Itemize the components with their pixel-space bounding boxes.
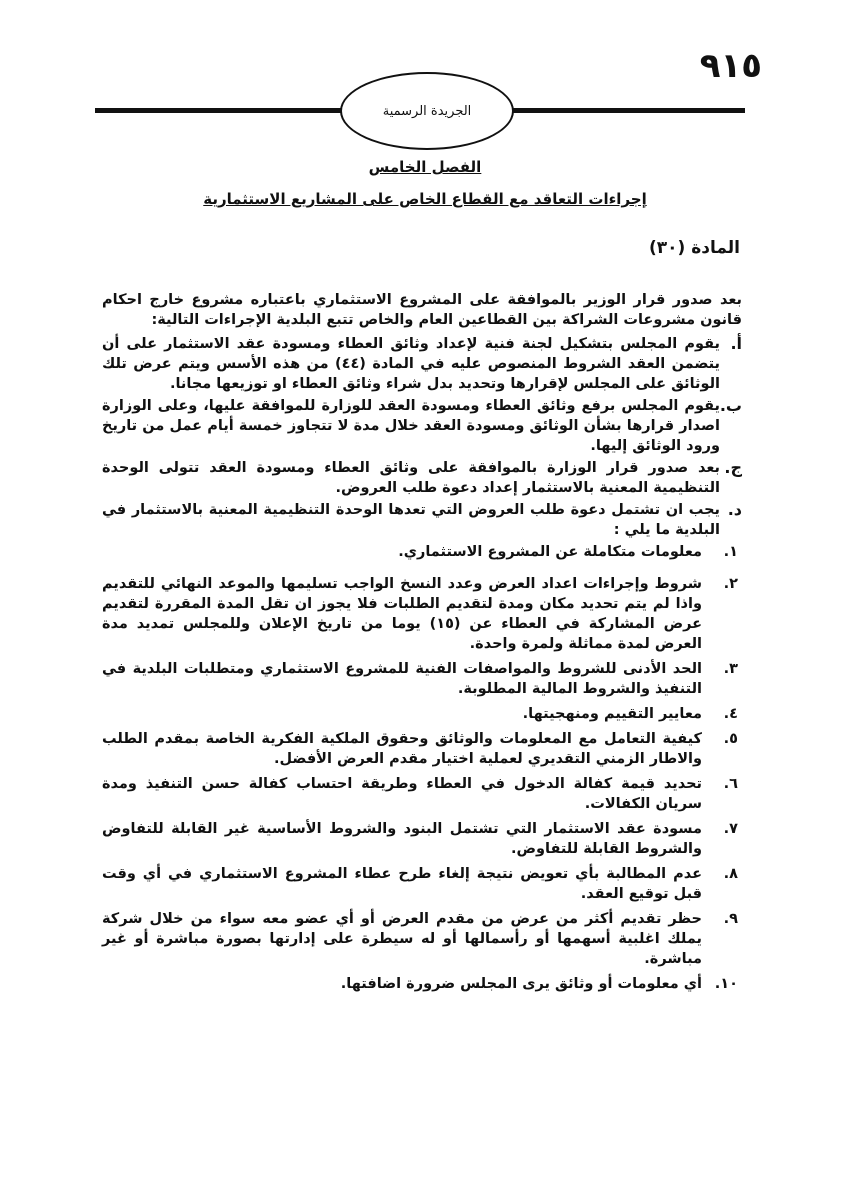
list-item-number: ٣.: [723, 661, 738, 677]
requirements-list: [102, 542, 742, 994]
list-item: [102, 774, 742, 814]
clause-label: أ.: [730, 334, 742, 353]
list-item: [102, 704, 742, 724]
list-item-text: تحديد قيمة كفالة الدخول في العطاء وطريقة احتساب كفالة حسن التنفيذ ومدة سريان الكفالات.: [102, 776, 702, 812]
page-number: ٩١٥: [699, 46, 762, 86]
list-item-number: ٩.: [723, 911, 738, 927]
chapter-title: الفصل الخامس: [368, 158, 482, 176]
list-item: [102, 542, 742, 562]
list-item-number: ١.: [723, 544, 738, 560]
list-item-text: الحد الأدنى للشروط والمواصفات الفنية للمشروع الاستثماري ومتطلبات البلدية في التنفيذ والشروط المالية المطلوبة.: [102, 661, 702, 697]
list-item: [102, 974, 742, 994]
clause-text: بعد صدور قرار الوزارة بالموافقة على وثائق العطاء ومسودة العقد تتولى الوحدة التنظيمية المعنية بالاستثمار إعداد دعوة طلب العروض.: [102, 460, 720, 496]
list-item-text: عدم المطالبة بأي تعويض نتيجة إلغاء طرح عطاء المشروع الاستثماري في أي وقت قبل توقيع العقد.: [102, 866, 702, 902]
list-item-number: ٦.: [723, 776, 738, 792]
article-body: [102, 290, 742, 999]
gazette-emblem: [340, 72, 514, 150]
list-item-text: معايير التقييم ومنهجيتها.: [522, 706, 702, 722]
chapter-subtitle: إجراءات التعاقد مع القطاع الخاص على المشاريع الاستثمارية: [203, 190, 647, 208]
list-item-text: شروط وإجراءات اعداد العرض وعدد النسخ الواجب تسليمها والموعد النهائي للتقديم واذا لم يتم تحديد مكان ومدة لتقديم الطلبات فلا يجوز ان تقل المدة المقررة لتقديم عرض المشاركة في العطاء عن (١٥) يوما من تاريخ الإعلان وللمجلس تمديد مدة العرض لمدة مماثلة ولمرة واحدة.: [102, 576, 703, 652]
clause-text: يقوم المجلس بتشكيل لجنة فنية لإعداد وثائق العطاء ومسودة عقد الاستثمار على أن يتضمن العقد الشروط المنصوص عليه في المادة (٤٤) من هذه الأسس ويتم عرض تلك الوثائق على المجلس لإقرارها وتحديد بدل شراء وثائق العطاء او توزيعها مجانا.: [102, 336, 721, 392]
list-item-number: ٥.: [723, 731, 738, 747]
article-heading: المادة (٣٠): [649, 238, 740, 258]
list-item-text: معلومات متكاملة عن المشروع الاستثماري.: [398, 544, 702, 560]
list-item-text: حظر تقديم أكثر من عرض من مقدم العرض أو أي عضو معه سواء من خلال شركة يملك اغلبية أسهمها أو رأسمالها أو له سيطرة على إدارتها بصورة مباشرة أو غير مباشرة.: [102, 911, 702, 967]
clause-text: يقوم المجلس برفع وثائق العطاء ومسودة العقد للوزارة للموافقة عليها، وعلى الوزارة اصدار قرارها بشأن الوثائق ومسودة العقد خلال مدة لا تتجاوز خمسة أيام عمل من تاريخ ورود الوثائق إليها.: [102, 398, 720, 454]
clause-label: ب.: [719, 396, 742, 415]
list-item: [102, 909, 742, 969]
list-item-text: مسودة عقد الاستثمار التي تشتمل البنود والشروط الأساسية غير القابلة للتفاوض والشروط القابلة للتفاوض.: [102, 821, 702, 857]
article-intro: بعد صدور قرار الوزير بالموافقة على المشروع الاستثماري باعتباره مشروع خارج احكام قانون مشروعات الشراكة بين القطاعين العام والخاص تتبع البلدية الإجراءات التالية:: [102, 292, 742, 328]
clause-b: [102, 396, 742, 456]
list-item: [102, 864, 742, 904]
list-item-number: ١٠.: [714, 976, 738, 992]
clause-c: [102, 458, 742, 498]
list-item: [102, 659, 742, 699]
clause-d: [102, 500, 742, 540]
clause-text: يجب ان تشتمل دعوة طلب العروض التي تعدها الوحدة التنظيمية المعنية بالاستثمار في البلدية ما يلي :: [102, 502, 720, 538]
list-item-number: ٧.: [723, 821, 738, 837]
clause-label: د.: [727, 500, 742, 519]
list-item: [102, 729, 742, 769]
clause-a: [102, 334, 742, 394]
list-item: [102, 819, 742, 859]
list-item-number: ٢.: [723, 576, 738, 592]
list-item: [102, 574, 742, 654]
gazette-name: الجريدة الرسمية: [382, 103, 472, 119]
list-item-number: ٨.: [723, 866, 738, 882]
list-item-text: كيفية التعامل مع المعلومات والوثائق وحقوق الملكية الفكرية الخاصة بمقدم الطلب والاطار الزمني التقديري لعملية اختيار مقدم العرض الأفضل.: [102, 731, 702, 767]
list-item-number: ٤.: [723, 706, 738, 722]
clause-label: ج.: [724, 458, 742, 477]
list-item-text: أي معلومات أو وثائق يرى المجلس ضرورة اضافتها.: [340, 976, 702, 992]
